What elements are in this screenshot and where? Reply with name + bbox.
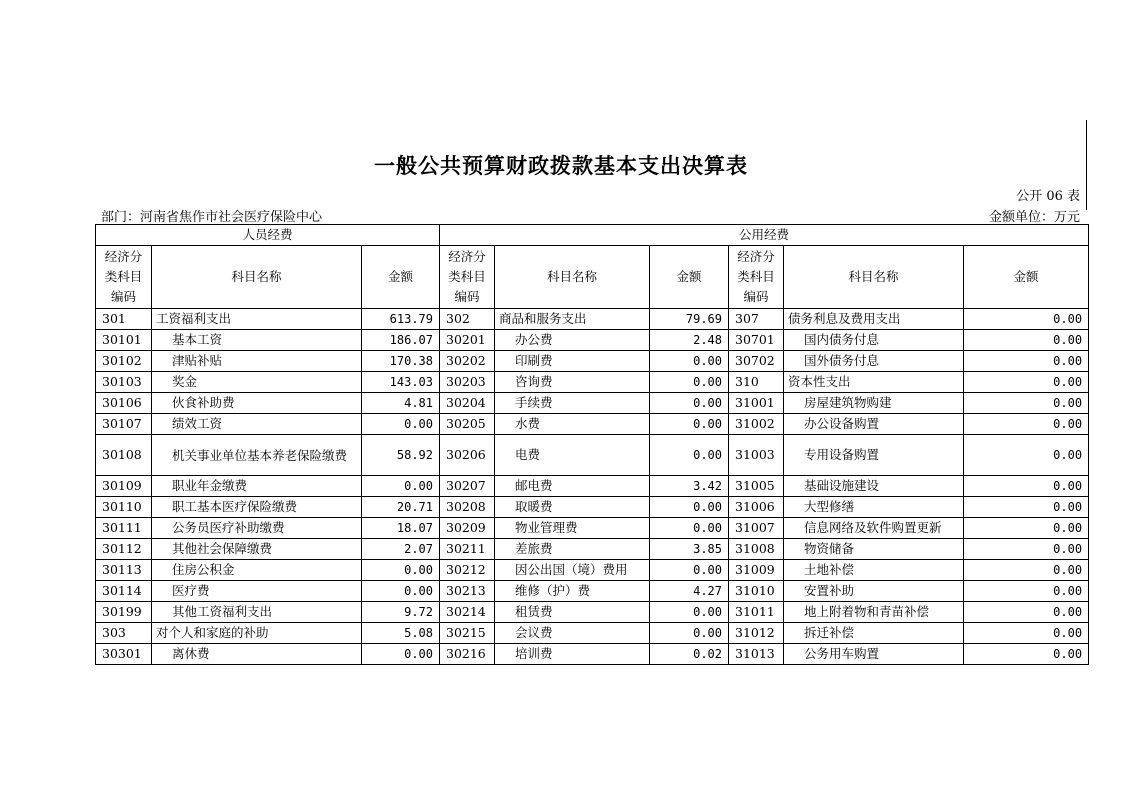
page-title: 一般公共预算财政拨款基本支出决算表 bbox=[374, 154, 748, 178]
code-cell: 30109 bbox=[96, 476, 152, 497]
amount-cell: 58.92 bbox=[362, 435, 440, 476]
amount-cell: 0.00 bbox=[650, 372, 729, 393]
table-row bbox=[96, 623, 1089, 644]
amount-cell: 0.00 bbox=[650, 560, 729, 581]
amount-cell: 0.00 bbox=[650, 351, 729, 372]
table-row bbox=[96, 560, 1089, 581]
code-cell: 30112 bbox=[96, 539, 152, 560]
name-cell: 手续费 bbox=[495, 393, 650, 414]
amount-cell: 5.08 bbox=[362, 623, 440, 644]
name-cell: 商品和服务支出 bbox=[495, 309, 650, 330]
code-cell: 31009 bbox=[729, 560, 784, 581]
code-cell: 30102 bbox=[96, 351, 152, 372]
code-cell: 31001 bbox=[729, 393, 784, 414]
name-cell: 伙食补助费 bbox=[152, 393, 362, 414]
amount-cell: 2.48 bbox=[650, 330, 729, 351]
name-cell: 房屋建筑物购建 bbox=[784, 393, 964, 414]
code-cell: 30209 bbox=[440, 518, 495, 539]
name-cell: 办公费 bbox=[495, 330, 650, 351]
name-cell: 取暖费 bbox=[495, 497, 650, 518]
code-cell: 30106 bbox=[96, 393, 152, 414]
amount-cell: 0.00 bbox=[964, 560, 1089, 581]
amount-cell: 0.00 bbox=[362, 581, 440, 602]
amount-cell: 0.02 bbox=[650, 644, 729, 665]
name-cell: 国内债务付息 bbox=[784, 330, 964, 351]
code-cell: 301 bbox=[96, 309, 152, 330]
code-cell: 30108 bbox=[96, 435, 152, 476]
code-cell: 31013 bbox=[729, 644, 784, 665]
table-row bbox=[96, 518, 1089, 539]
table-row bbox=[96, 581, 1089, 602]
header-name: 科目名称 bbox=[495, 246, 650, 309]
code-cell: 30110 bbox=[96, 497, 152, 518]
name-cell: 奖金 bbox=[152, 372, 362, 393]
name-cell: 基础设施建设 bbox=[784, 476, 964, 497]
code-cell: 30702 bbox=[729, 351, 784, 372]
section-public: 公用经费 bbox=[440, 225, 1089, 246]
amount-cell: 0.00 bbox=[964, 623, 1089, 644]
header-code: 经济分类科目编码 bbox=[729, 246, 784, 309]
amount-cell: 0.00 bbox=[650, 435, 729, 476]
name-cell: 公务员医疗补助缴费 bbox=[152, 518, 362, 539]
amount-cell: 0.00 bbox=[964, 518, 1089, 539]
name-cell: 物资储备 bbox=[784, 539, 964, 560]
code-cell: 30205 bbox=[440, 414, 495, 435]
table-row bbox=[96, 414, 1089, 435]
amount-cell: 0.00 bbox=[650, 393, 729, 414]
name-cell: 拆迁补偿 bbox=[784, 623, 964, 644]
code-cell: 303 bbox=[96, 623, 152, 644]
department-label: 部门：河南省焦作市社会医疗保险中心 bbox=[101, 210, 323, 225]
code-cell: 30113 bbox=[96, 560, 152, 581]
code-cell: 30213 bbox=[440, 581, 495, 602]
amount-cell: 2.07 bbox=[362, 539, 440, 560]
table-row bbox=[96, 330, 1089, 351]
header-amount: 金额 bbox=[964, 246, 1089, 309]
name-cell: 土地补偿 bbox=[784, 560, 964, 581]
code-cell: 30204 bbox=[440, 393, 495, 414]
amount-cell: 0.00 bbox=[362, 476, 440, 497]
header-name: 科目名称 bbox=[784, 246, 964, 309]
amount-cell: 0.00 bbox=[964, 372, 1089, 393]
code-cell: 30214 bbox=[440, 602, 495, 623]
code-cell: 31011 bbox=[729, 602, 784, 623]
amount-cell: 186.07 bbox=[362, 330, 440, 351]
code-cell: 30107 bbox=[96, 414, 152, 435]
amount-cell: 0.00 bbox=[650, 414, 729, 435]
table-row bbox=[96, 372, 1089, 393]
code-cell: 31003 bbox=[729, 435, 784, 476]
name-cell: 咨询费 bbox=[495, 372, 650, 393]
name-cell: 租赁费 bbox=[495, 602, 650, 623]
name-cell: 专用设备购置 bbox=[784, 435, 964, 476]
form-number: 公开 06 表 bbox=[1016, 189, 1080, 204]
name-cell: 工资福利支出 bbox=[152, 309, 362, 330]
code-cell: 30201 bbox=[440, 330, 495, 351]
section-personnel: 人员经费 bbox=[96, 225, 440, 246]
name-cell: 债务利息及费用支出 bbox=[784, 309, 964, 330]
amount-cell: 0.00 bbox=[964, 539, 1089, 560]
code-cell: 30212 bbox=[440, 560, 495, 581]
code-cell: 30207 bbox=[440, 476, 495, 497]
name-cell: 公务用车购置 bbox=[784, 644, 964, 665]
name-cell: 邮电费 bbox=[495, 476, 650, 497]
amount-cell: 3.42 bbox=[650, 476, 729, 497]
amount-cell: 0.00 bbox=[964, 309, 1089, 330]
amount-cell: 9.72 bbox=[362, 602, 440, 623]
code-cell: 31008 bbox=[729, 539, 784, 560]
code-cell: 30208 bbox=[440, 497, 495, 518]
code-cell: 30199 bbox=[96, 602, 152, 623]
table-row bbox=[96, 644, 1089, 665]
amount-cell: 0.00 bbox=[964, 435, 1089, 476]
name-cell: 办公设备购置 bbox=[784, 414, 964, 435]
name-cell: 机关事业单位基本养老保险缴费 bbox=[152, 435, 362, 476]
name-cell: 会议费 bbox=[495, 623, 650, 644]
code-cell: 30114 bbox=[96, 581, 152, 602]
name-cell: 住房公积金 bbox=[152, 560, 362, 581]
code-cell: 31002 bbox=[729, 414, 784, 435]
table-row bbox=[96, 539, 1089, 560]
code-cell: 30111 bbox=[96, 518, 152, 539]
name-cell: 资本性支出 bbox=[784, 372, 964, 393]
amount-cell: 0.00 bbox=[650, 518, 729, 539]
code-cell: 30101 bbox=[96, 330, 152, 351]
section-header-row bbox=[96, 225, 1089, 246]
table-row bbox=[96, 602, 1089, 623]
amount-cell: 0.00 bbox=[362, 414, 440, 435]
amount-cell: 0.00 bbox=[362, 644, 440, 665]
amount-cell: 0.00 bbox=[964, 497, 1089, 518]
code-cell: 30215 bbox=[440, 623, 495, 644]
code-cell: 30203 bbox=[440, 372, 495, 393]
name-cell: 基本工资 bbox=[152, 330, 362, 351]
amount-cell: 0.00 bbox=[964, 476, 1089, 497]
code-cell: 307 bbox=[729, 309, 784, 330]
table-row bbox=[96, 497, 1089, 518]
header-name: 科目名称 bbox=[152, 246, 362, 309]
amount-cell: 143.03 bbox=[362, 372, 440, 393]
name-cell: 电费 bbox=[495, 435, 650, 476]
header-amount: 金额 bbox=[650, 246, 729, 309]
name-cell: 绩效工资 bbox=[152, 414, 362, 435]
amount-cell: 0.00 bbox=[650, 602, 729, 623]
amount-cell: 0.00 bbox=[964, 414, 1089, 435]
header-code: 经济分类科目编码 bbox=[440, 246, 495, 309]
code-cell: 310 bbox=[729, 372, 784, 393]
amount-cell: 3.85 bbox=[650, 539, 729, 560]
table-row bbox=[96, 476, 1089, 497]
amount-cell: 170.38 bbox=[362, 351, 440, 372]
table-row bbox=[96, 393, 1089, 414]
code-cell: 302 bbox=[440, 309, 495, 330]
column-header-row bbox=[96, 246, 1089, 309]
code-cell: 31006 bbox=[729, 497, 784, 518]
amount-cell: 0.00 bbox=[964, 602, 1089, 623]
amount-cell: 4.27 bbox=[650, 581, 729, 602]
name-cell: 对个人和家庭的补助 bbox=[152, 623, 362, 644]
header-code: 经济分类科目编码 bbox=[96, 246, 152, 309]
name-cell: 其他社会保障缴费 bbox=[152, 539, 362, 560]
name-cell: 地上附着物和青苗补偿 bbox=[784, 602, 964, 623]
name-cell: 大型修缮 bbox=[784, 497, 964, 518]
amount-cell: 0.00 bbox=[964, 393, 1089, 414]
name-cell: 差旅费 bbox=[495, 539, 650, 560]
table-row bbox=[96, 309, 1089, 330]
name-cell: 维修（护）费 bbox=[495, 581, 650, 602]
amount-cell: 0.00 bbox=[650, 497, 729, 518]
code-cell: 31007 bbox=[729, 518, 784, 539]
amount-cell: 4.81 bbox=[362, 393, 440, 414]
amount-cell: 79.69 bbox=[650, 309, 729, 330]
name-cell: 医疗费 bbox=[152, 581, 362, 602]
amount-cell: 0.00 bbox=[964, 330, 1089, 351]
amount-cell: 0.00 bbox=[964, 581, 1089, 602]
expenditure-table bbox=[95, 224, 1089, 665]
header-amount: 金额 bbox=[362, 246, 440, 309]
code-cell: 30216 bbox=[440, 644, 495, 665]
code-cell: 31012 bbox=[729, 623, 784, 644]
code-cell: 30202 bbox=[440, 351, 495, 372]
name-cell: 离休费 bbox=[152, 644, 362, 665]
name-cell: 职业年金缴费 bbox=[152, 476, 362, 497]
name-cell: 培训费 bbox=[495, 644, 650, 665]
name-cell: 印刷费 bbox=[495, 351, 650, 372]
name-cell: 其他工资福利支出 bbox=[152, 602, 362, 623]
amount-cell: 20.71 bbox=[362, 497, 440, 518]
name-cell: 物业管理费 bbox=[495, 518, 650, 539]
name-cell: 因公出国（境）费用 bbox=[495, 560, 650, 581]
code-cell: 30211 bbox=[440, 539, 495, 560]
name-cell: 水费 bbox=[495, 414, 650, 435]
code-cell: 31005 bbox=[729, 476, 784, 497]
name-cell: 信息网络及软件购置更新 bbox=[784, 518, 964, 539]
amount-cell: 0.00 bbox=[650, 623, 729, 644]
table-row bbox=[96, 351, 1089, 372]
name-cell: 津贴补贴 bbox=[152, 351, 362, 372]
amount-cell: 0.00 bbox=[964, 644, 1089, 665]
amount-cell: 613.79 bbox=[362, 309, 440, 330]
amount-unit-label: 金额单位：万元 bbox=[988, 210, 1080, 225]
name-cell: 安置补助 bbox=[784, 581, 964, 602]
amount-cell: 0.00 bbox=[362, 560, 440, 581]
table-row bbox=[96, 435, 1089, 476]
code-cell: 30301 bbox=[96, 644, 152, 665]
code-cell: 30206 bbox=[440, 435, 495, 476]
name-cell: 国外债务付息 bbox=[784, 351, 964, 372]
amount-cell: 0.00 bbox=[964, 351, 1089, 372]
code-cell: 31010 bbox=[729, 581, 784, 602]
amount-cell: 18.07 bbox=[362, 518, 440, 539]
code-cell: 30103 bbox=[96, 372, 152, 393]
code-cell: 30701 bbox=[729, 330, 784, 351]
name-cell: 职工基本医疗保险缴费 bbox=[152, 497, 362, 518]
